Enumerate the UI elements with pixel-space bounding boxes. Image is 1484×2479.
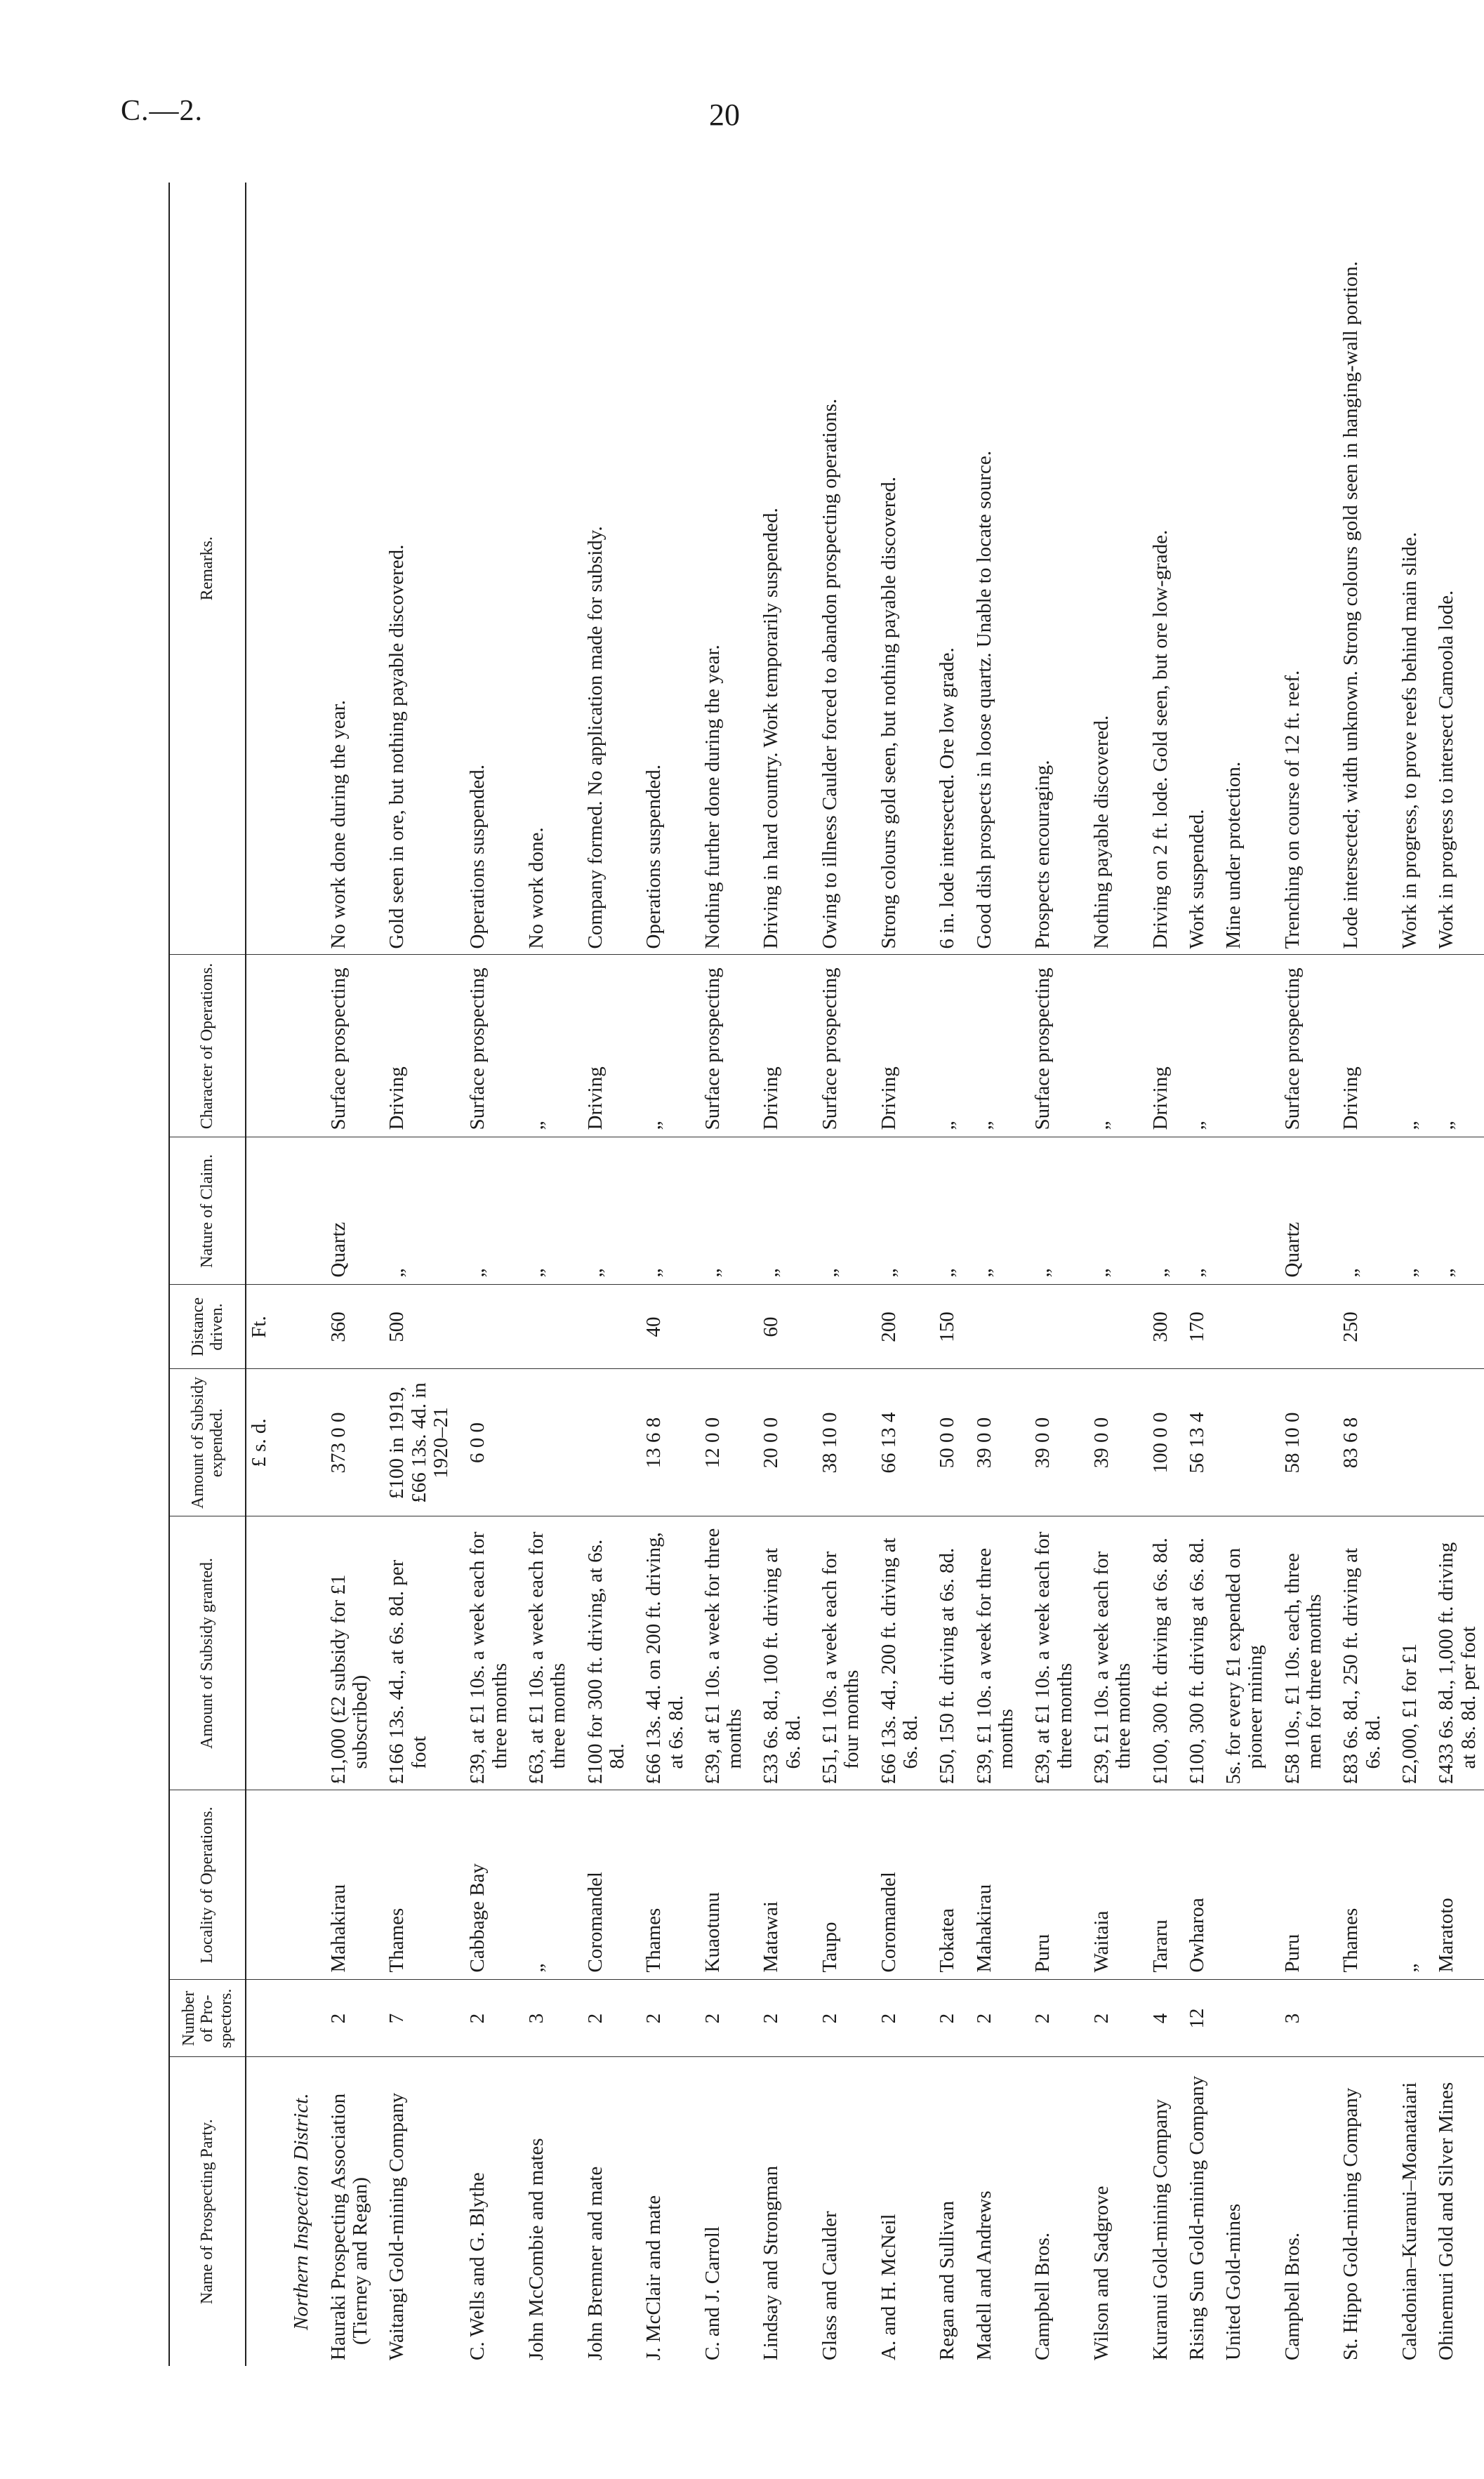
- cell-number: 2: [454, 1980, 513, 2057]
- cell-expended: 56 13 4: [1174, 1369, 1210, 1516]
- cell-granted: £2,000, £1 for £1: [1386, 1516, 1423, 1790]
- table-row: [924, 183, 960, 2366]
- cell-character: Driving: [1327, 955, 1386, 1137]
- cell-granted: £1,000 (£2 subsidy for £1 subscribed): [315, 1516, 374, 1790]
- cell-character: „: [1174, 955, 1210, 1137]
- cell-expended: [1210, 1369, 1269, 1516]
- cell-remarks: Good dish prospects in loose quartz. Unable to locate source.: [961, 183, 1020, 955]
- cell-remarks: Nothing further done during the year.: [689, 183, 748, 955]
- table-row: [961, 183, 1020, 2366]
- cell-locality: Thames: [630, 1790, 689, 1980]
- cell-distance: 500: [373, 1285, 454, 1369]
- cell-expended: 50 0 0: [924, 1369, 960, 1516]
- cell-name: C. Wells and G. Blythe: [466, 2172, 489, 2360]
- cell-number: 2: [572, 1980, 631, 2057]
- cell-remarks: Prospects encouraging.: [1019, 183, 1078, 955]
- cell-nature: „: [748, 1137, 807, 1285]
- cell-distance: 60: [748, 1285, 807, 1369]
- units-row: [246, 183, 272, 2366]
- cell-granted: £51, £1 10s. a week each for four months: [807, 1516, 866, 1790]
- cell-character: „: [961, 955, 1020, 1137]
- cell-locality: Tararu: [1137, 1790, 1174, 1980]
- cell-name: Regan and Sullivan: [936, 2200, 959, 2360]
- cell-number: 2: [924, 1980, 960, 2057]
- cell-name: Lindsay and Strongman: [760, 2165, 783, 2360]
- cell-character: Driving: [373, 955, 454, 1137]
- cell-character: Surface prospecting: [689, 955, 748, 1137]
- cell-nature: Quartz: [315, 1137, 374, 1285]
- cell-remarks: Work in progress to intersect Camoola lode.: [1423, 183, 1484, 955]
- table-row: [1210, 183, 1269, 2366]
- prospecting-subsidy-table: [168, 183, 1484, 2366]
- cell-locality: Owharoa: [1174, 1790, 1210, 1980]
- cell-distance: [1386, 1285, 1423, 1369]
- cell-name: A. and H. McNeil: [877, 2214, 900, 2360]
- cell-number: [1210, 1980, 1269, 2057]
- page-number: 20: [709, 98, 740, 132]
- cell-distance: 360: [315, 1285, 374, 1369]
- column-header: Amount of Subsidy granted.: [169, 1516, 246, 1790]
- cell-locality: Matawai: [748, 1790, 807, 1980]
- table-row: [572, 183, 631, 2366]
- cell-expended: 373 0 0: [315, 1369, 374, 1516]
- cell-remarks: Work in progress, to prove reefs behind main slide.: [1386, 183, 1423, 955]
- cell-remarks: Driving on 2 ft. lode. Gold seen, but ore low-grade.: [1137, 183, 1174, 955]
- column-header: Amount of Subsidy expended.: [169, 1369, 246, 1516]
- cell-granted: £39, at £1 10s. a week each for three months: [1019, 1516, 1078, 1790]
- cell-number: 4: [1137, 1980, 1174, 2057]
- district-heading: Northern Inspection District.: [290, 2093, 313, 2331]
- rotated-table-wrapper: [168, 183, 1480, 2366]
- cell-nature: „: [1174, 1137, 1210, 1285]
- cell-number: [1327, 1980, 1386, 2057]
- cell-character: Driving: [1137, 955, 1174, 1137]
- cell-distance: [1423, 1285, 1484, 1369]
- cell-character: „: [924, 955, 960, 1137]
- cell-distance: [1019, 1285, 1078, 1369]
- cell-number: 2: [866, 1980, 925, 2057]
- cell-granted: £39, at £1 10s. a week each for three months: [454, 1516, 513, 1790]
- table-row: [315, 183, 374, 2366]
- cell-remarks: Lode intersected; width unknown. Strong colours gold seen in hanging-wall portion.: [1327, 183, 1386, 955]
- cell-locality: Maratoto: [1423, 1790, 1484, 1980]
- cell-distance: [689, 1285, 748, 1369]
- cell-character: [1210, 955, 1269, 1137]
- cell-number: 3: [513, 1980, 572, 2057]
- cell-distance: 200: [866, 1285, 925, 1369]
- cell-number: [1386, 1980, 1423, 2057]
- cell-remarks: No work done.: [513, 183, 572, 955]
- cell-locality: Puru: [1019, 1790, 1078, 1980]
- cell-distance: [1078, 1285, 1137, 1369]
- cell-number: 2: [961, 1980, 1020, 2057]
- cell-remarks: Mine under protection.: [1210, 183, 1269, 955]
- cell-granted: £39, at £1 10s. a week for three months: [689, 1516, 748, 1790]
- cell-granted: £83 6s. 8d., 250 ft. driving at 6s. 8d.: [1327, 1516, 1386, 1790]
- cell-remarks: Strong colours gold seen, but nothing payable discovered.: [866, 183, 925, 955]
- table-row: [630, 183, 689, 2366]
- cell-distance: [454, 1285, 513, 1369]
- cell-character: „: [1423, 955, 1484, 1137]
- cell-nature: „: [1423, 1137, 1484, 1285]
- cell-remarks: 6 in. lode intersected. Ore low grade.: [924, 183, 960, 955]
- cell-granted: 5s. for every £1 expended on pioneer mining: [1210, 1516, 1269, 1790]
- cell-remarks: Trenching on course of 12 ft. reef.: [1269, 183, 1328, 955]
- cell-locality: Coromandel: [866, 1790, 925, 1980]
- cell-distance: 300: [1137, 1285, 1174, 1369]
- cell-number: [1423, 1980, 1484, 2057]
- cell-nature: „: [924, 1137, 960, 1285]
- cell-granted: £39, £1 10s. a week each for three months: [1078, 1516, 1137, 1790]
- cell-locality: Thames: [1327, 1790, 1386, 1980]
- cell-expended: [1386, 1369, 1423, 1516]
- table-body: [246, 183, 1484, 2366]
- cell-granted: £100, 300 ft. driving at 6s. 8d.: [1174, 1516, 1210, 1790]
- cell-name: C. and J. Carroll: [701, 2226, 724, 2360]
- cell-nature: „: [1327, 1137, 1386, 1285]
- cell-name: Campbell Bros.: [1031, 2232, 1054, 2360]
- cell-name: Madell and Andrews: [972, 2190, 995, 2360]
- cell-expended: 66 13 4: [866, 1369, 925, 1516]
- cell-remarks: Owing to illness Caulder forced to abandon prospecting operations.: [807, 183, 866, 955]
- cell-nature: „: [630, 1137, 689, 1285]
- cell-remarks: Operations suspended.: [630, 183, 689, 955]
- cell-granted: £166 13s. 4d., at 6s. 8d. per foot: [373, 1516, 454, 1790]
- table-row: [807, 183, 866, 2366]
- cell-locality: Coromandel: [572, 1790, 631, 1980]
- table-row: [1019, 183, 1078, 2366]
- cell-number: 2: [315, 1980, 374, 2057]
- cell-number: 2: [748, 1980, 807, 2057]
- cell-locality: Taupo: [807, 1790, 866, 1980]
- cell-character: Driving: [748, 955, 807, 1137]
- cell-expended: 100 0 0: [1137, 1369, 1174, 1516]
- cell-name: United Gold-mines: [1222, 2203, 1245, 2360]
- cell-number: 2: [807, 1980, 866, 2057]
- table-row: [1386, 183, 1423, 2366]
- cell-distance: 250: [1327, 1285, 1386, 1369]
- cell-name: Ohinemuri Gold and Silver Mines: [1423, 2057, 1484, 2366]
- cell-granted: £58 10s., £1 10s. each, three men for three months: [1269, 1516, 1328, 1790]
- table-row: [513, 183, 572, 2366]
- cell-distance: [1210, 1285, 1269, 1369]
- cell-nature: „: [866, 1137, 925, 1285]
- cell-locality: „: [1386, 1790, 1423, 1980]
- cell-locality: „: [513, 1790, 572, 1980]
- cell-name: John Bremner and mate: [583, 2166, 607, 2360]
- cell-granted: £33 6s. 8d., 100 ft. driving at 6s. 8d.: [748, 1516, 807, 1790]
- cell-nature: [1210, 1137, 1269, 1285]
- cell-expended: 83 6 8: [1327, 1369, 1386, 1516]
- cell-number: 2: [1019, 1980, 1078, 2057]
- cell-granted: £100, 300 ft. driving at 6s. 8d.: [1137, 1516, 1174, 1790]
- cell-distance: 170: [1174, 1285, 1210, 1369]
- cell-character: Surface prospecting: [454, 955, 513, 1137]
- cell-distance: [572, 1285, 631, 1369]
- cell-distance: [1269, 1285, 1328, 1369]
- cell-remarks: Company formed. No application made for subsidy.: [572, 183, 631, 955]
- cell-name: Campbell Bros.: [1280, 2232, 1304, 2360]
- cell-remarks: Operations suspended.: [454, 183, 513, 955]
- cell-name: Wilson and Sadgrove: [1089, 2186, 1113, 2360]
- table-row: [1327, 183, 1386, 2366]
- cell-nature: „: [1137, 1137, 1174, 1285]
- cell-character: „: [1078, 955, 1137, 1137]
- cell-name: Caledonian–Kuranui–Moanataiari: [1398, 2082, 1422, 2360]
- cell-remarks: Nothing payable discovered.: [1078, 183, 1137, 955]
- cell-nature: „: [689, 1137, 748, 1285]
- cell-expended: [1423, 1369, 1484, 1516]
- cell-remarks: No work done during the year.: [315, 183, 374, 955]
- cell-granted: £433 6s. 8d., 1,000 ft. driving at 8s. 8d. per foot: [1423, 1516, 1484, 1790]
- cell-character: „: [630, 955, 689, 1137]
- cell-name: J. McClair and mate: [642, 2195, 665, 2360]
- cell-expended: 6 0 0: [454, 1369, 513, 1516]
- cell-character: Surface prospecting: [1269, 955, 1328, 1137]
- cell-distance: [513, 1285, 572, 1369]
- header-row: [169, 183, 246, 2366]
- currency-unit: £ s. d.: [246, 1369, 272, 1516]
- cell-granted: £39, £1 10s. a week for three months: [961, 1516, 1020, 1790]
- cell-character: „: [513, 955, 572, 1137]
- cell-locality: Thames: [373, 1790, 454, 1980]
- cell-locality: Kuaotunu: [689, 1790, 748, 1980]
- column-header: Distance driven.: [169, 1285, 246, 1369]
- column-header: Locality of Operations.: [169, 1790, 246, 1980]
- cell-locality: Tokatea: [924, 1790, 960, 1980]
- cell-nature: „: [454, 1137, 513, 1285]
- cell-number: 2: [630, 1980, 689, 2057]
- cell-nature: „: [572, 1137, 631, 1285]
- cell-locality: Waitaia: [1078, 1790, 1137, 1980]
- cell-expended: £100 in 1919, £66 13s. 4d. in 1920–21: [373, 1369, 454, 1516]
- cell-number: 2: [1078, 1980, 1137, 2057]
- cell-distance: [961, 1285, 1020, 1369]
- cell-character: Surface prospecting: [315, 955, 374, 1137]
- cell-nature: Quartz: [1269, 1137, 1328, 1285]
- table-row: [1174, 183, 1210, 2366]
- cell-remarks: Driving in hard country. Work temporarily suspended.: [748, 183, 807, 955]
- table-row: [1078, 183, 1137, 2366]
- cell-nature: „: [1078, 1137, 1137, 1285]
- table-row: [866, 183, 925, 2366]
- cell-character: Surface prospecting: [1019, 955, 1078, 1137]
- cell-name: John McCombie and mates: [524, 2138, 548, 2360]
- cell-name: Kuranui Gold-mining Company: [1148, 2098, 1172, 2360]
- cell-locality: Cabbage Bay: [454, 1790, 513, 1980]
- cell-expended: 38 10 0: [807, 1369, 866, 1516]
- cell-granted: £100 for 300 ft. driving, at 6s. 8d.: [572, 1516, 631, 1790]
- cell-remarks: Work suspended.: [1174, 183, 1210, 955]
- cell-nature: „: [961, 1137, 1020, 1285]
- cell-name: Glass and Caulder: [819, 2211, 842, 2360]
- cell-expended: 39 0 0: [1078, 1369, 1137, 1516]
- cell-name: Waitangi Gold-mining Company: [385, 2092, 409, 2360]
- cell-character: Surface prospecting: [807, 955, 866, 1137]
- cell-distance: 40: [630, 1285, 689, 1369]
- column-header: Remarks.: [169, 183, 246, 955]
- cell-name: St. Hippo Gold-mining Company: [1339, 2087, 1363, 2360]
- distance-unit: Ft.: [246, 1285, 272, 1369]
- column-header: Name of Prospecting Party.: [169, 2057, 246, 2366]
- cell-name: Rising Sun Gold-mining Company: [1185, 2075, 1208, 2360]
- cell-expended: [572, 1369, 631, 1516]
- cell-nature: „: [1019, 1137, 1078, 1285]
- cell-number: 7: [373, 1980, 454, 2057]
- cell-character: „: [1386, 955, 1423, 1137]
- cell-locality: Mahakirau: [961, 1790, 1020, 1980]
- cell-expended: 39 0 0: [961, 1369, 1020, 1516]
- cell-distance: [807, 1285, 866, 1369]
- table-row: [454, 183, 513, 2366]
- cell-remarks: Gold seen in ore, but nothing payable discovered.: [373, 183, 454, 955]
- cell-granted: £66 13s. 4d. on 200 ft. driving, at 6s. 8d.: [630, 1516, 689, 1790]
- page-reference: C.—2.: [121, 95, 204, 127]
- column-header: Number of Pro- spectors.: [169, 1980, 246, 2057]
- table-row: [1423, 183, 1484, 2366]
- table-row: [1137, 183, 1174, 2366]
- cell-number: 2: [689, 1980, 748, 2057]
- cell-locality: [1210, 1790, 1269, 1980]
- cell-number: 3: [1269, 1980, 1328, 2057]
- cell-character: Driving: [572, 955, 631, 1137]
- cell-granted: £66 13s. 4d., 200 ft. driving at 6s. 8d.: [866, 1516, 925, 1790]
- cell-locality: Mahakirau: [315, 1790, 374, 1980]
- cell-expended: 39 0 0: [1019, 1369, 1078, 1516]
- cell-locality: Puru: [1269, 1790, 1328, 1980]
- cell-expended: 58 10 0: [1269, 1369, 1328, 1516]
- column-header: Nature of Claim.: [169, 1137, 246, 1285]
- table-row: [748, 183, 807, 2366]
- table-row: [1269, 183, 1328, 2366]
- cell-nature: „: [373, 1137, 454, 1285]
- cell-nature: „: [807, 1137, 866, 1285]
- cell-name: Hauraki Prospecting Association (Tierney and Regan): [326, 2093, 372, 2360]
- cell-nature: „: [1386, 1137, 1423, 1285]
- cell-expended: 12 0 0: [689, 1369, 748, 1516]
- cell-nature: „: [513, 1137, 572, 1285]
- cell-character: Driving: [866, 955, 925, 1137]
- cell-granted: £63, at £1 10s. a week each for three months: [513, 1516, 572, 1790]
- table-row: [689, 183, 748, 2366]
- cell-granted: £50, 150 ft. driving at 6s. 8d.: [924, 1516, 960, 1790]
- cell-expended: 13 6 8: [630, 1369, 689, 1516]
- cell-number: 12: [1174, 1980, 1210, 2057]
- district-row: [272, 183, 314, 2366]
- cell-expended: 20 0 0: [748, 1369, 807, 1516]
- table-row: [373, 183, 454, 2366]
- column-header: Character of Operations.: [169, 955, 246, 1137]
- cell-distance: 150: [924, 1285, 960, 1369]
- cell-expended: [513, 1369, 572, 1516]
